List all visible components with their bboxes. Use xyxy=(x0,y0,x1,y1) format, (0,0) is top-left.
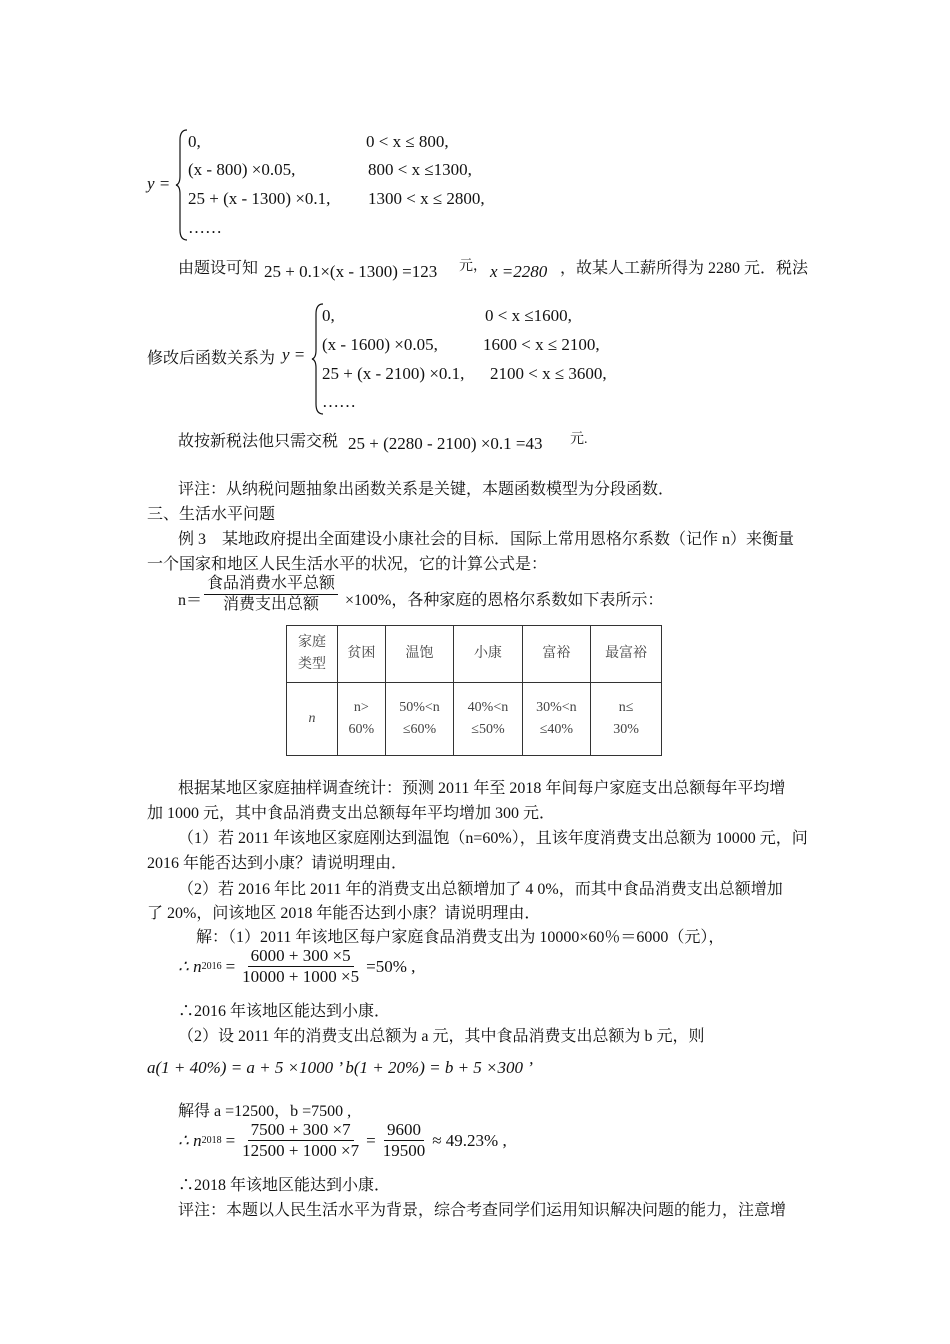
eq-n2016-lhs: ∴ n xyxy=(178,956,202,976)
piecewise-old-lhs: y = xyxy=(147,174,171,193)
question1-line2: 2016 年能否达到小康？请说明理由． xyxy=(147,855,408,872)
question2-line2: 了 20%，问该地区 2018 年能否达到小康？请说明理由． xyxy=(147,905,541,922)
piecewise-old-expr-2: (x - 800) ×0.05, xyxy=(188,160,296,179)
piecewise-old-expr-4: …… xyxy=(188,218,222,237)
formula-denominator: 消费支出总额 xyxy=(223,596,320,613)
piecewise-old-cond-1: 0 < x ≤ 800, xyxy=(366,132,449,151)
engel-table xyxy=(286,625,662,756)
question1-line1: （1）若 2011 年该地区家庭刚达到温饱（n=60%），且该年度消费支出总额为 10000 元，问 xyxy=(178,830,808,847)
table-cell: n≤ 30% xyxy=(591,683,662,756)
question2-line1: （2）若 2016 年比 2011 年的消费支出总额增加了 4 0%，而其中食品消费支出总额增加 xyxy=(178,881,783,898)
piecewise-new-cond-3: 2100 < x ≤ 3600, xyxy=(490,364,607,383)
piecewise-new-expr-3: 25 + (x - 2100) ×0.1, xyxy=(322,364,465,383)
table-cell: 贫困 xyxy=(338,626,386,683)
table-cell: 家庭 类型 xyxy=(287,626,338,683)
piecewise-old-cond-2: 800 < x ≤1300, xyxy=(368,160,472,179)
solution2-line: （2）设 2011 年的消费支出总额为 a 元，其中食品消费支出总额为 b 元，则 xyxy=(178,1028,705,1045)
given-suffix: ，故某人工薪所得为 2280 元．税法 xyxy=(560,260,809,277)
eq-n2018-sub: 2018 xyxy=(201,1135,222,1146)
comment-1: 评注：从纳税问题抽象出函数关系是关键，本题函数模型为分段函数． xyxy=(178,481,675,498)
newtax-prefix: 故按新税法他只需交税 xyxy=(178,433,339,450)
table-cell: 小康 xyxy=(454,626,522,683)
newtax-eq: 25 + (2280 - 2100) ×0.1 =43 xyxy=(348,434,543,453)
survey-line1: 根据某地区家庭抽样调查统计：预测 2011 年至 2018 年间每户家庭支出总额每年平均增 xyxy=(178,780,786,797)
table-row xyxy=(287,683,662,756)
eq-n2016-rhs: =50% , xyxy=(366,956,416,976)
table-cell: 30%<n ≤40% xyxy=(522,683,590,756)
formula-rest: ×100%，各种家庭的恩格尔系数如下表所示： xyxy=(345,592,664,609)
solution1-line: 解：（1）2011 年该地区每户家庭食品消费支出为 10000×60％＝6000（元）， xyxy=(196,929,725,946)
table-cell: 温饱 xyxy=(385,626,453,683)
formula-fraction xyxy=(204,574,338,615)
eq-n2016-sub: 2016 xyxy=(201,961,222,972)
eq-n2018-lhs: ∴ n xyxy=(178,1130,202,1150)
eq-ab: a(1 + 40%) = a + 5 ×1000 ’ b(1 + 20%) = b + 5 ×300 ’ xyxy=(147,1058,533,1077)
eq-n2018-den1: 12500 + 1000 ×7 xyxy=(242,1141,360,1160)
survey-line2: 加 1000 元，其中食品消费支出总额每年平均增加 300 元． xyxy=(147,805,556,822)
table-cell: n xyxy=(287,683,338,756)
table-cell: 50%<n ≤60% xyxy=(385,683,453,756)
table-cell: 最富裕 xyxy=(591,626,662,683)
solve-ab: 解得 a =12500，b =7500 , xyxy=(178,1103,352,1120)
example3-line1: 例 3 某地政府提出全面建设小康社会的目标．国际上常用恩格尔系数（记作 n）来衡量 xyxy=(178,531,795,548)
eq-n2016: ∴ n 2016 = $\frac{6000 + 300 \times 5}{10000 + 1000 \times 5}$ =50% , xyxy=(178,946,416,986)
table-row xyxy=(287,626,662,683)
newtax-unit: 元. xyxy=(570,432,588,447)
given-unit1: 元， xyxy=(459,259,487,274)
table-cell: 富裕 xyxy=(522,626,590,683)
conclusion-2: ∴2018 年该地区能达到小康． xyxy=(178,1177,391,1194)
eq-n2016-den: 10000 + 1000 ×5 xyxy=(242,967,360,986)
comment-2: 评注：本题以人民生活水平为背景，综合考查同学们运用知识解决问题的能力，注意增 xyxy=(178,1202,787,1219)
piecewise-new-cond-1: 0 < x ≤1600, xyxy=(485,306,572,325)
eq-n2018-rhs: ≈ 49.23% , xyxy=(432,1130,507,1150)
piecewise-new-expr-4: …… xyxy=(322,392,356,411)
piecewise-old-cond-3: 1300 < x ≤ 2800, xyxy=(368,189,485,208)
example3-line2: 一个国家和地区人民生活水平的状况，它的计算公式是： xyxy=(147,556,548,573)
eq-n2018: ∴ n 2018 = $\frac{7500 + 300 \times 7}{12500 + 1000 \times 7}$ = $\frac{9600}{19500}$ ≈ 49.23% , xyxy=(178,1120,507,1160)
eq-n2016-num: 6000 + 300 ×5 xyxy=(248,946,354,967)
piecewise-new-cond-2: 1600 < x ≤ 2100, xyxy=(483,335,600,354)
piecewise-old-expr-3: 25 + (x - 1300) ×0.1, xyxy=(188,189,331,208)
piecewise-new-expr-1: 0, xyxy=(322,306,335,325)
piecewise-new-expr-2: (x - 1600) ×0.05, xyxy=(322,335,438,354)
formula-numerator: 食品消费水平总额 xyxy=(204,574,338,595)
piecewise-old-expr-1: 0, xyxy=(188,132,201,151)
table-cell: 40%<n ≤50% xyxy=(454,683,522,756)
given-eq2: x =2280 xyxy=(490,262,548,281)
given-prefix: 由题设可知 xyxy=(178,260,259,277)
eq-n2018-num1: 7500 + 300 ×7 xyxy=(248,1120,354,1141)
section-3-heading: 三、生活水平问题 xyxy=(147,506,276,523)
formula-lhs: n＝ xyxy=(178,592,203,609)
eq-n2018-den2: 19500 xyxy=(382,1141,426,1160)
piecewise-new-lhs: y = xyxy=(282,345,306,364)
eq-n2018-fraction-2 xyxy=(380,1120,429,1161)
eq-n2018-fraction-1 xyxy=(239,1120,362,1161)
conclusion-1: ∴2016 年该地区能达到小康． xyxy=(178,1003,391,1020)
table-cell: n> 60% xyxy=(338,683,386,756)
piecewise-new-prefix: 修改后函数关系为 xyxy=(147,350,276,367)
piecewise-old-brace xyxy=(175,128,189,242)
eq-n2018-num2: 9600 xyxy=(384,1120,424,1141)
given-eq1: 25 + 0.1×(x - 1300) =123 xyxy=(264,262,438,281)
eq-n2016-fraction xyxy=(239,946,362,987)
